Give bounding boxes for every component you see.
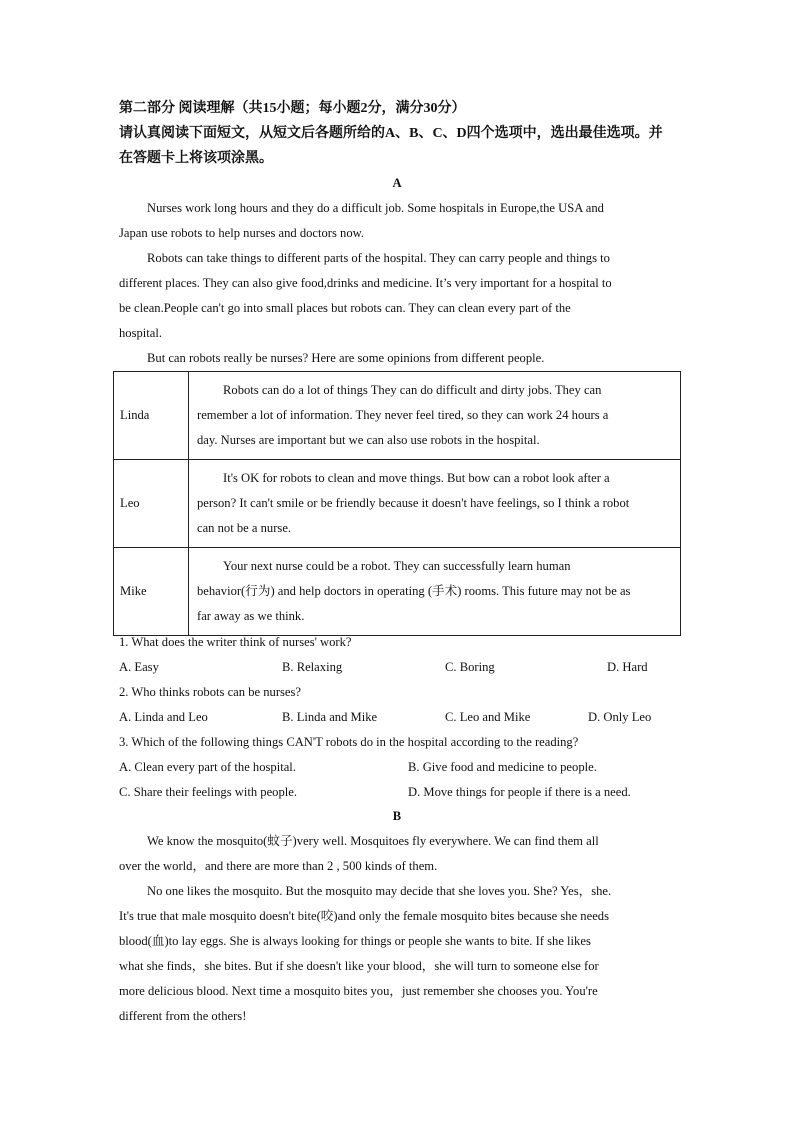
question-stem: 2. Who thinks robots can be nurses? xyxy=(119,685,301,699)
table-row xyxy=(114,548,681,636)
passage-a-text: But can robots really be nurses? Here are some opinions from different people. xyxy=(147,351,545,365)
passage-b-label: B xyxy=(392,809,402,823)
table-row xyxy=(114,372,681,460)
passage-b-text: what she finds，she bites. But if she doesn't like your blood，she will turn to someone else for xyxy=(119,959,599,973)
instruction-line-2: 在答题卡上将该项涂黑。 xyxy=(119,151,273,166)
passage-a-text: Nurses work long hours and they do a difficult job. Some hospitals in Europe,the USA and xyxy=(147,201,604,215)
passage-b-text: It's true that male mosquito doesn't bite(咬)and only the female mosquito bites because she needs xyxy=(119,909,609,923)
opinions-table xyxy=(113,371,681,636)
option-b[interactable]: B. Give food and medicine to people. xyxy=(408,760,597,774)
question-stem: 3. Which of the following things CAN'T robots do in the hospital according to the reading? xyxy=(119,735,579,749)
option-c[interactable]: C. Boring xyxy=(445,660,495,674)
passage-a-text: Japan use robots to help nurses and doctors now. xyxy=(119,226,365,240)
instruction-line-1: 请认真阅读下面短文，从短文后各题所给的A、B、C、D四个选项中，选出最佳选项。并 xyxy=(119,126,663,141)
option-a[interactable]: A. Clean every part of the hospital. xyxy=(119,760,296,774)
opinion-name: Linda xyxy=(114,372,189,460)
opinion-text: Robots can do a lot of things They can do difficult and dirty jobs. They can remember a lot of information. They never feel tired, so they can work 24 hours a day. Nurses are important but we can also use robots in the hospital. xyxy=(189,372,681,460)
passage-b-text: blood(血)to lay eggs. She is always looking for things or people she wants to bite. If she likes xyxy=(119,934,591,948)
option-d[interactable]: D. Hard xyxy=(607,660,648,674)
question-options xyxy=(119,780,679,805)
option-d[interactable]: D. Only Leo xyxy=(588,710,652,724)
passage-b-text: different from the others! xyxy=(119,1009,247,1023)
table-row xyxy=(114,460,681,548)
question-options xyxy=(119,755,679,780)
passage-b-text: We know the mosquito(蚊子)very well. Mosquitoes fly everywhere. We can find them all xyxy=(147,834,599,848)
question-stem: 1. What does the writer think of nurses' work? xyxy=(119,635,352,649)
passage-a-text: hospital. xyxy=(119,326,163,340)
passage-a-label: A xyxy=(392,176,402,190)
opinion-text: Your next nurse could be a robot. They can successfully learn human behavior(行为) and help doctors in operating (手术) rooms. This future may not be as far away as we think. xyxy=(189,548,681,636)
passage-a-text: be clean.People can't go into small places but robots can. They can clean every part of the xyxy=(119,301,571,315)
option-b[interactable]: B. Linda and Mike xyxy=(282,710,378,724)
option-a[interactable]: A. Easy xyxy=(119,660,159,674)
passage-b-text: No one likes the mosquito. But the mosquito may decide that she loves you. She? Yes，she. xyxy=(147,884,612,898)
option-b[interactable]: B. Relaxing xyxy=(282,660,343,674)
opinion-name: Leo xyxy=(114,460,189,548)
option-c[interactable]: C. Leo and Mike xyxy=(445,710,531,724)
question-options xyxy=(119,705,679,730)
option-d[interactable]: D. Move things for people if there is a need. xyxy=(408,785,631,799)
passage-b-text: over the world，and there are more than 2 , 500 kinds of them. xyxy=(119,859,438,873)
option-c[interactable]: C. Share their feelings with people. xyxy=(119,785,298,799)
option-a[interactable]: A. Linda and Leo xyxy=(119,710,208,724)
question-options xyxy=(119,655,679,680)
opinion-text: It's OK for robots to clean and move things. But bow can a robot look after a person? It can't smile or be friendly because it doesn't have feelings, so I think a robot can not be a nurse. xyxy=(189,460,681,548)
opinion-name: Mike xyxy=(114,548,189,636)
passage-b-text: more delicious blood. Next time a mosquito bites you，just remember she chooses you. You're xyxy=(119,984,598,998)
passage-a-text: Robots can take things to different parts of the hospital. They can carry people and things to xyxy=(147,251,610,265)
section-title: 第二部分 阅读理解（共15小题；每小题2分，满分30分） xyxy=(119,101,466,116)
passage-a-text: different places. They can also give food,drinks and medicine. It’s very important for a hospital to xyxy=(119,276,612,290)
